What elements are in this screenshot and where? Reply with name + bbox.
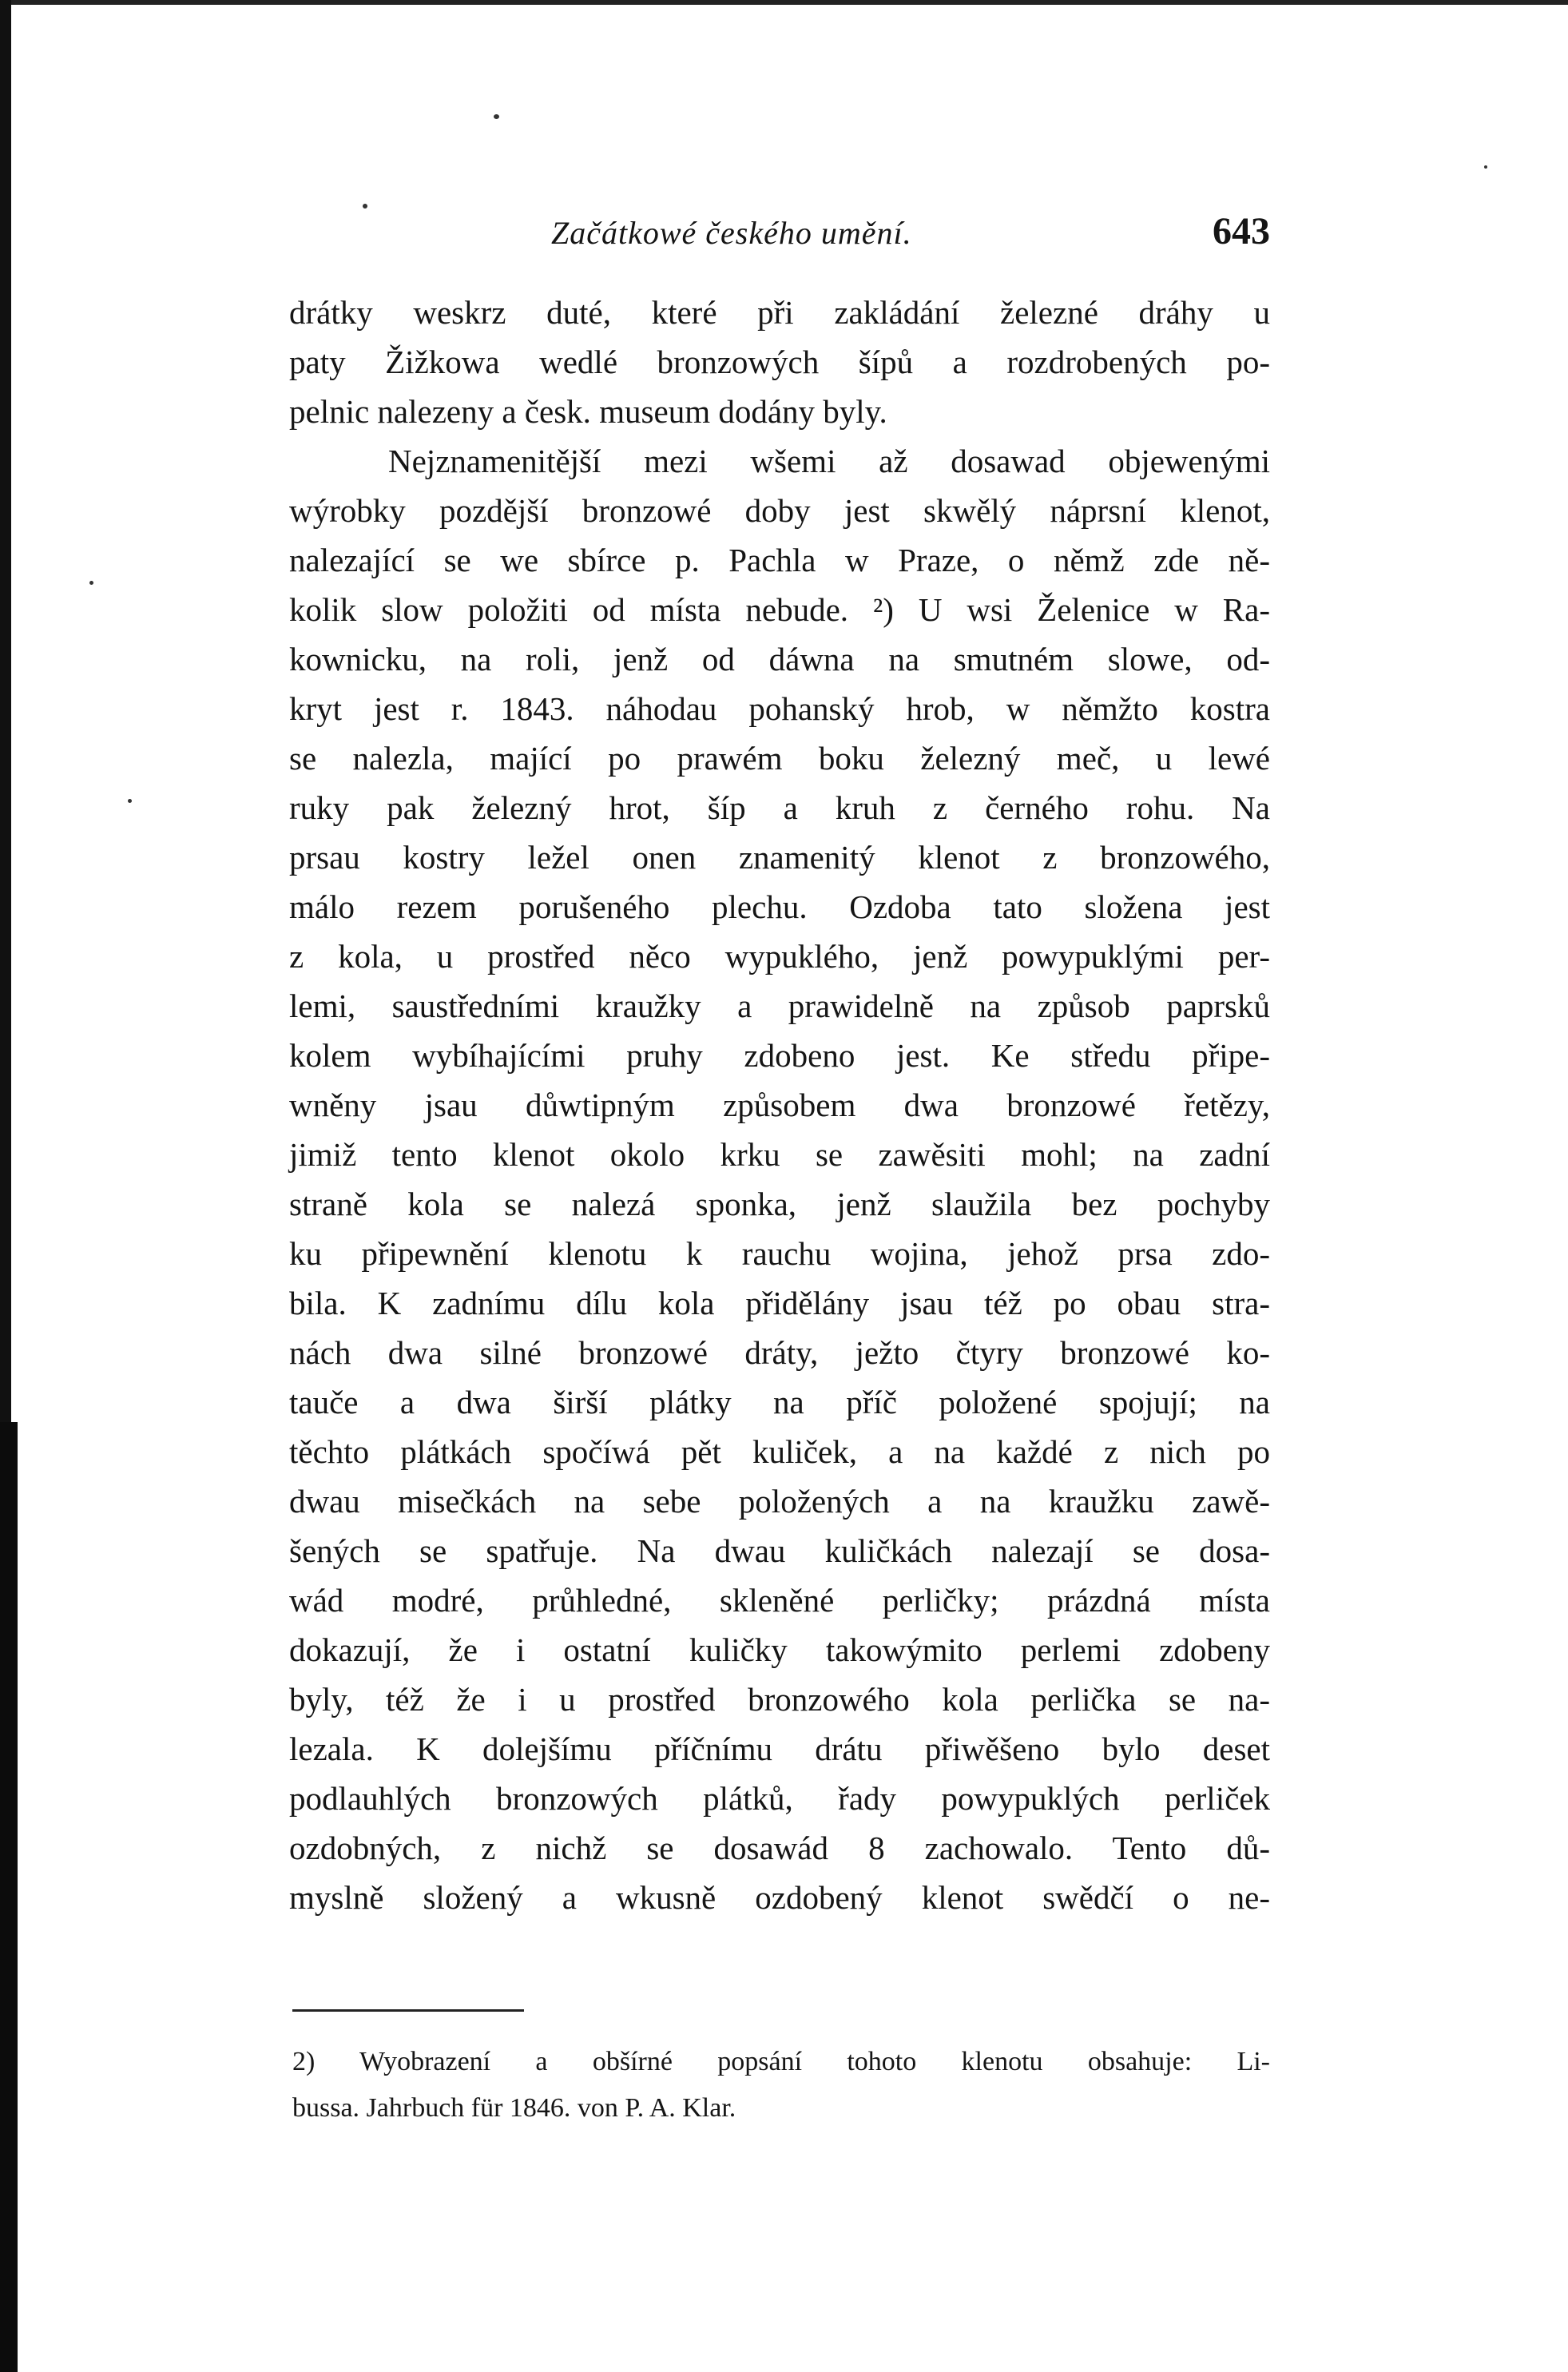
text-line: nalezající se we sbírce p. Pachla w Praze, o němž zde ně- — [289, 542, 1270, 578]
text-line: pelnic nalezeny a česk. museum dodány byly. — [289, 393, 887, 430]
text-line: šených se spatřuje. Na dwau kuličkách nalezají se dosa- — [289, 1532, 1270, 1569]
text-line: dwau misečkách na sebe položených a na kraužku zawě- — [289, 1483, 1270, 1520]
footnote-rule — [292, 2009, 524, 2012]
scan-speck — [363, 204, 367, 209]
text-line: lezala. K dolejšímu příčnímu drátu přiwěšeno bylo deset — [289, 1730, 1270, 1767]
text-line: kolik slow položiti od místa nebude. ²) U wsi Želenice w Ra- — [289, 591, 1270, 628]
scan-speck — [1484, 165, 1487, 169]
text-line: wád modré, průhledné, skleněné perličky; prázdná místa — [289, 1582, 1270, 1619]
text-line: ku připewnění klenotu k rauchu wojina, jehož prsa zdo- — [289, 1235, 1270, 1272]
text-line: jimiž tento klenot okolo krku se zawěsiti mohl; na zadní — [289, 1136, 1270, 1173]
scan-edge-top — [0, 0, 1568, 5]
text-line: z kola, u prostřed něco wypuklého, jenž powypuklými per- — [289, 938, 1270, 975]
text-line: ozdobných, z nichž se dosawád 8 zachowalo. Tento dů- — [289, 1830, 1270, 1866]
scan-speck — [494, 114, 499, 119]
footnote-line: bussa. Jahrbuch für 1846. von P. A. Klar. — [292, 2093, 736, 2123]
text-line: kownicku, na roli, jenž od dáwna na smutném slowe, od- — [289, 641, 1270, 677]
text-line: dokazují, že i ostatní kuličky takowýmito perlemi zdobeny — [289, 1631, 1270, 1668]
body-text — [289, 288, 1270, 1922]
text-line: byly, též že i u prostřed bronzowého kola perlička se na- — [289, 1681, 1270, 1718]
text-line: bila. K zadnímu dílu kola přidělány jsau též po obau stra- — [289, 1285, 1270, 1321]
scan-speck — [128, 799, 132, 803]
text-line: prsau kostry ležel onen znamenitý klenot z bronzowého, — [289, 839, 1270, 876]
footnote-line: 2) Wyobrazení a obšírné popsání tohoto klenotu obsahuje: Li- — [292, 2047, 1270, 2076]
text-line: wněny jsau důwtipným způsobem dwa bronzowé řetězy, — [289, 1087, 1270, 1123]
text-line: ruky pak železný hrot, šíp a kruh z černého rohu. Na — [289, 789, 1270, 826]
running-title: Začátkowé českého umění. — [551, 215, 912, 251]
text-line: se nalezla, mající po prawém boku železný meč, u lewé — [289, 740, 1270, 777]
text-line: kryt jest r. 1843. náhodau pohanský hrob, w němžto kostra — [289, 690, 1270, 727]
text-line: málo rezem porušeného plechu. Ozdoba tato složena jest — [289, 888, 1270, 925]
text-line: Nejznamenitější mezi wšemi až dosawad objewenými — [388, 443, 1270, 479]
text-line: lemi, saustředními kraužky a prawidelně na způsob paprsků — [289, 987, 1270, 1024]
text-line: kolem wybíhajícími pruhy zdobeno jest. Ke středu připe- — [289, 1037, 1270, 1074]
page-number: 643 — [1213, 210, 1270, 252]
text-line: nách dwa silné bronzowé dráty, ježto čtyry bronzowé ko- — [289, 1334, 1270, 1371]
text-line: myslně složený a wkusně ozdobený klenot swědčí o ne- — [289, 1879, 1270, 1916]
running-head — [551, 210, 1270, 262]
text-line: straně kola se nalezá sponka, jenž slaužila bez pochyby — [289, 1186, 1270, 1222]
text-line: drátky weskrz duté, které při zakládání železné dráhy u — [289, 294, 1270, 331]
text-line: tauče a dwa širší plátky na příč položené spojují; na — [289, 1384, 1270, 1420]
scan-speck — [89, 581, 93, 585]
scan-edge-left-dark — [0, 1422, 18, 2372]
text-line: podlauhlých bronzowých plátků, řady powypuklých perliček — [289, 1780, 1270, 1817]
text-line: paty Žižkowa wedlé bronzowých šípů a rozdrobených po- — [289, 344, 1270, 380]
footnote — [292, 2039, 1270, 2132]
text-line: těchto plátkách spočíwá pět kuliček, a na každé z nich po — [289, 1433, 1270, 1470]
text-line: wýrobky pozdější bronzowé doby jest skwělý náprsní klenot, — [289, 492, 1270, 529]
